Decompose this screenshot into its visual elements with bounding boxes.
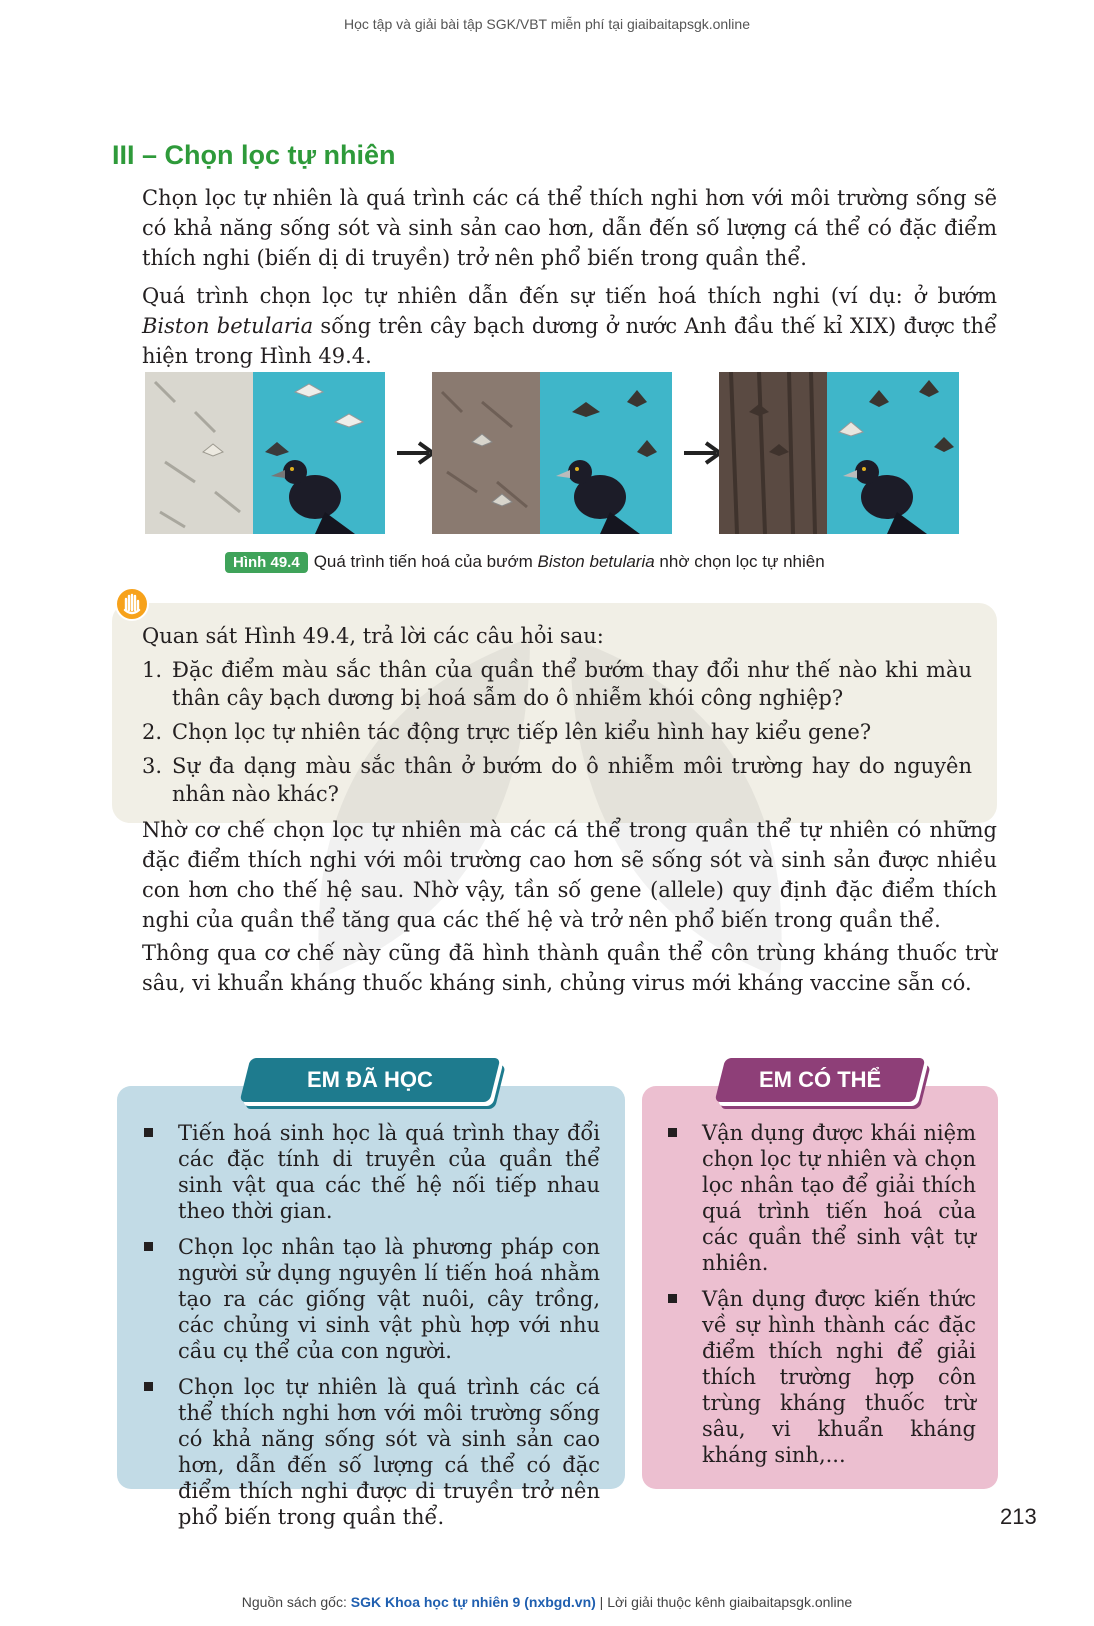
figure-panel-light-trunk	[145, 372, 385, 534]
figure-panel-darkening-trunk	[432, 372, 672, 534]
caption-text-end: nhờ chọn lọc tự nhiên	[654, 552, 825, 571]
can-do-item: Vận dụng được kiến thức về sự hình thành các đặc điểm thích nghi để giải thích trường hợp côn trùng kháng thuốc trừ sâu, vi khuẩn kháng kháng sinh,...	[666, 1286, 976, 1468]
footer-source: SGK Khoa học tự nhiên 9 (nxbgd.vn)	[350, 1594, 596, 1610]
summary-title-can-do	[715, 1058, 926, 1102]
learned-list	[142, 1120, 600, 1540]
summary-title-learned	[240, 1058, 501, 1102]
can-do-item: Vận dụng được khái niệm chọn lọc tự nhiên và chọn lọc nhân tạo để giải thích quá trình tiến hoá của các quần thể sinh vật tự nhiên.	[666, 1120, 976, 1276]
figure-49-4	[145, 372, 975, 534]
caption-text: Quá trình tiến hoá của bướm	[313, 552, 538, 571]
learned-item: Chọn lọc nhân tạo là phương pháp con người sử dụng nguyên lí tiến hoá nhằm tạo ra các giống vật nuôi, cây trồng, các chủng vi sinh vật phù hợp với nhu cầu cụ thể của con người.	[142, 1234, 600, 1364]
question-text: Đặc điểm màu sắc thân của quần thể bướm thay đổi như thế nào khi màu thân cây bạch dương bị hoá sẫm do ô nhiễm khói công nghiệp?	[172, 658, 972, 710]
paragraph-definition: Chọn lọc tự nhiên là quá trình các cá thể thích nghi hơn với môi trường sống sẽ có khả năng sống sót và sinh sản cao hơn, dẫn đến số lượng cá thể có đặc điểm thích nghi (biến dị di truyền) trở nên phổ biến trong quần thể.	[142, 186, 997, 270]
paragraph-example-text-end: sống trên cây bạch dương ở nước Anh đầu thế kỉ XIX) được thể hiện trong Hình 49.4.	[142, 314, 997, 368]
paragraph-example-text: Quá trình chọn lọc tự nhiên dẫn đến sự tiến hoá thích nghi (ví dụ: ở bướm	[142, 284, 997, 308]
question-item	[142, 656, 972, 712]
learned-item: Tiến hoá sinh học là quá trình thay đổi các đặc tính di truyền của quần thể sinh vật qua các thế hệ nối tiếp nhau theo thời gian.	[142, 1120, 600, 1224]
figure-tag: Hình 49.4	[225, 552, 308, 573]
figure-caption	[225, 552, 825, 573]
question-intro: Quan sát Hình 49.4, trả lời các câu hỏi sau:	[142, 624, 604, 648]
figure-panel-dark-trunk	[719, 372, 959, 534]
footer-suffix: | Lời giải thuộc kênh giaibaitapsgk.online	[595, 1594, 853, 1610]
question-list	[142, 656, 972, 814]
illustration-dark-trunk	[719, 372, 959, 534]
question-text: Sự đa dạng màu sắc thân ở bướm do ô nhiễm môi trường hay do nguyên nhân nào khác?	[172, 754, 972, 806]
question-number: 2.	[142, 720, 163, 744]
section-title: III – Chọn lọc tự nhiên	[112, 140, 396, 170]
learned-item: Chọn lọc tự nhiên là quá trình các cá thể thích nghi hơn với môi trường sống có khả năng sống sót và sinh sản cao hơn, dẫn đến số lượng cá thể có đặc điểm thích nghi được di truyền trở nên phổ biến trong quần thể.	[142, 1374, 600, 1530]
question-number: 3.	[142, 754, 163, 778]
caption-species: Biston betularia	[537, 552, 655, 571]
footer-prefix: Nguồn sách gốc:	[241, 1594, 351, 1610]
question-item	[142, 718, 972, 746]
footer-note	[0, 1594, 1094, 1610]
illustration-darkening-trunk	[432, 372, 672, 534]
question-text: Chọn lọc tự nhiên tác động trực tiếp lên kiểu hình hay kiểu gene?	[172, 720, 872, 744]
species-name: Biston betularia	[142, 314, 314, 338]
illustration-light-trunk	[145, 372, 385, 534]
summary-title-learned-text: EM ĐÃ HỌC	[307, 1067, 433, 1092]
paragraph-resistance: Thông qua cơ chế này cũng đã hình thành quần thể côn trùng kháng thuốc trừ sâu, vi khuẩn kháng thuốc kháng sinh, chủng virus mới kháng vaccine sẵn có.	[142, 941, 997, 995]
page-number: 213	[1000, 1504, 1037, 1529]
paragraph-example	[142, 281, 997, 371]
question-number: 1.	[142, 658, 163, 682]
raised-hand-icon	[114, 586, 150, 622]
paragraph-mechanism: Nhờ cơ chế chọn lọc tự nhiên mà các cá thể trong quần thể tự nhiên có những đặc điểm thích nghi với môi trường cao hơn sẽ sống sót và sinh sản được nhiều con hơn cho thế hệ sau. Nhờ vậy, tần số gene (allele) quy định đặc điểm thích nghi của quần thể tăng qua các thế hệ và trở nên phổ biến trong quần thể.	[142, 818, 997, 932]
question-item	[142, 752, 972, 808]
summary-title-can-do-text: EM CÓ THỂ	[758, 1067, 882, 1092]
can-do-list	[666, 1120, 976, 1478]
header-note: Học tập và giải bài tập SGK/VBT miễn phí tại giaibaitapsgk.online	[344, 16, 750, 32]
